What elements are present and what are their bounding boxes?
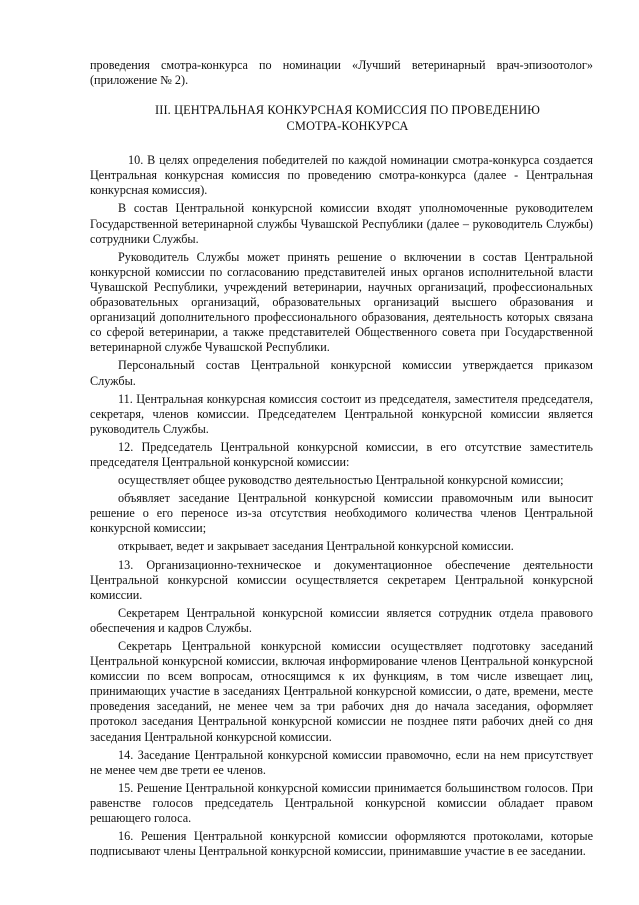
paragraph-10: 10. В целях определения победителей по каждой номинации смотра-конкурса создается Центральная конкурсная комиссия по проведению смотра-конкурса (далее - Центральная конкурсная комиссия). [90,153,593,198]
paragraph-12-duty-1: осуществляет общее руководство деятельностью Центральной конкурсной комиссии; [118,473,564,488]
paragraph-secretary-duties: Секретарь Центральной конкурсной комиссии осуществляет подготовку заседаний Центральной конкурсной комиссии, включая информирование членов Центральной конкурсной комиссии по всем вопросам, относящимся к их функциям, в том числе извещает лиц, принимающих участие в заседаниях Центральной конкурсной комиссии, о дате, времени, месте проведения заседаний, не менее чем за три рабочих дня до начала заседания, оформляет протокол заседания Центральной конкурсной комиссии не позднее пяти рабочих дней со дня заседания Центральной конкурсной комиссии. [90,639,593,744]
section-heading-line-1: III. ЦЕНТРАЛЬНАЯ КОНКУРСНАЯ КОМИССИЯ ПО ПРОВЕДЕНИЮ [155,103,540,118]
section-heading-line-2: СМОТРА-КОНКУРСА [286,119,409,134]
paragraph-11: 11. Центральная конкурсная комиссия состоит из председателя, заместителя председателя, секретаря, членов комиссии. Председателем Центральной конкурсной комиссии является руководитель Службы. [90,391,593,436]
paragraph-16: 16. Решения Центральной конкурсной комиссии оформляются протоколами, которые подписывают члены Центральной конкурсной комиссии, принимавшие участие в ее заседании. [90,829,593,859]
intro-paragraph: проведения смотра-конкурса по номинации «Лучший ветеринарный врач-эпизоотолог» (приложение № 2). [90,58,593,88]
paragraph-inclusion: Руководитель Службы может принять решение о включении в состав Центральной конкурсной комиссии по согласованию представителей иных органов исполнительной власти Чувашской Республики, учреждений ветеринарии, научных организаций, профессиональных образовательных организаций, образовательных организаций высшего образования и организаций дополнительного профессионального образования, деятельность которых связана со сферой ветеринарии, а также представителей Общественного совета при Государственной ветеринарной службе Чувашской Республики. [90,249,593,355]
section-heading [90,102,593,134]
paragraph-13: 13. Организационно-техническое и документационное обеспечение деятельности Центральной конкурсной комиссии осуществляется секретарем Центральной конкурсной комиссии. [90,557,593,602]
paragraph-composition: В состав Центральной конкурсной комиссии входят уполномоченные руководителем Государственной ветеринарной службы Чувашской Республики (далее – руководитель Службы) сотрудники Службы. [90,201,593,246]
paragraph-secretary: Секретарем Центральной конкурсной комиссии является сотрудник отдела правового обеспечения и кадров Службы. [90,605,593,635]
paragraph-14: 14. Заседание Центральной конкурсной комиссии правомочно, если на нем присутствует не менее чем две трети ее членов. [90,747,593,777]
paragraph-15: 15. Решение Центральной конкурсной комиссии принимается большинством голосов. При равенстве голосов председатель Центральной конкурсной комиссии обладает правом решающего голоса. [90,780,593,826]
paragraph-personnel: Персональный состав Центральной конкурсной комиссии утверждается приказом Службы. [90,358,593,388]
paragraph-12-duty-2: объявляет заседание Центральной конкурсной комиссии правомочным или выносит решение о его переносе из-за отсутствия необходимого количества членов Центральной конкурсной комиссии; [90,491,593,536]
paragraph-12: 12. Председатель Центральной конкурсной комиссии, в его отсутствие заместитель председателя Центральной конкурсной комиссии: [90,439,593,469]
paragraph-12-duty-3: открывает, ведет и закрывает заседания Центральной конкурсной комиссии. [118,539,514,554]
